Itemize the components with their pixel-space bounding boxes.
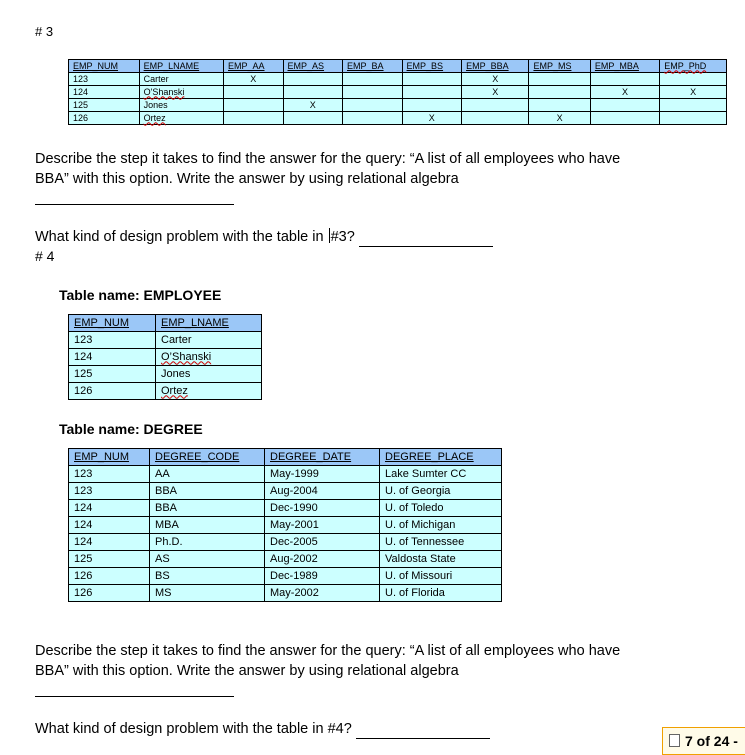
table-cell: X: [283, 99, 343, 112]
degree-header: EMP_NUM: [69, 449, 150, 466]
table-cell: Valdosta State: [380, 551, 502, 568]
table-cell: 123: [69, 73, 140, 86]
table-cell: [660, 99, 727, 112]
table-cell: [402, 73, 462, 86]
table-3-header: EMP_BBA: [462, 60, 529, 73]
section-3-answer-line-2[interactable]: [359, 246, 493, 247]
table-cell: BBA: [150, 483, 265, 500]
employee-header: EMP_NUM: [69, 315, 156, 332]
table-cell: Lake Sumter CC: [380, 466, 502, 483]
table-cell: 125: [69, 551, 150, 568]
table-cell: BBA: [150, 500, 265, 517]
table-cell: 123: [69, 466, 150, 483]
table-cell: [156, 349, 262, 366]
employee-table-title: Table name: EMPLOYEE: [59, 287, 222, 303]
degree-table-title: Table name: DEGREE: [59, 421, 203, 437]
table-cell: Ortez: [139, 112, 223, 125]
table-cell: May-2001: [265, 517, 380, 534]
table-cell: [462, 99, 529, 112]
section-3-question-2-text-b: #3?: [330, 229, 359, 245]
table-cell: [343, 86, 403, 99]
degree-header: DEGREE_CODE: [150, 449, 265, 466]
employee-header: EMP_LNAME: [156, 315, 262, 332]
table-cell: X: [224, 73, 284, 86]
table-cell: [224, 99, 284, 112]
table-cell: Aug-2002: [265, 551, 380, 568]
table-3-header: EMP_MBA: [590, 60, 659, 73]
table-cell: [590, 112, 659, 125]
section-3-question-2-text-a: What kind of design problem with the table in: [35, 229, 328, 245]
table-cell: 123: [69, 483, 150, 500]
table-3-header: EMP_BA: [343, 60, 403, 73]
table-row: [69, 551, 502, 568]
table-cell: 126: [69, 112, 140, 125]
table-3-header: EMP_LNAME: [139, 60, 223, 73]
table-cell: X: [590, 86, 659, 99]
table-cell: 126: [69, 383, 156, 400]
section-3-question-2: [35, 227, 493, 247]
table-cell: O'Shanski: [139, 86, 223, 99]
table-3-header: EMP_PhD: [660, 60, 727, 73]
page-indicator-text: 7 of 24 -: [685, 733, 738, 749]
table-row: [69, 86, 727, 99]
table-cell: 124: [69, 500, 150, 517]
section-3-number: # 3: [35, 24, 54, 39]
section-3-question-1-line-1: Describe the step it takes to find the answer for the query: “A list of all employees who have: [35, 151, 621, 167]
table-row: [69, 517, 502, 534]
text-cursor: [329, 228, 330, 243]
table-cell: Dec-1990: [265, 500, 380, 517]
table-cell: 125: [69, 366, 156, 383]
table-3-header: EMP_AS: [283, 60, 343, 73]
section-4-answer-line-2[interactable]: [356, 738, 490, 739]
table-row: [69, 585, 502, 602]
table-cell: U. of Michigan: [380, 517, 502, 534]
table-cell: [529, 86, 590, 99]
table-cell: [660, 112, 727, 125]
table-cell: AA: [150, 466, 265, 483]
table-cell: [529, 73, 590, 86]
table-3-header: EMP_NUM: [69, 60, 140, 73]
table-row: [69, 349, 262, 366]
table-cell: Carter: [139, 73, 223, 86]
table-cell: [529, 99, 590, 112]
section-4-question-2-text: What kind of design problem with the table in #4?: [35, 721, 356, 737]
table-cell: Jones: [156, 366, 262, 383]
table-cell: 124: [69, 517, 150, 534]
table-row: [69, 568, 502, 585]
table-cell: Carter: [156, 332, 262, 349]
section-4-number: # 4: [35, 248, 55, 264]
section-4-question-2: [35, 719, 490, 739]
table-row: [69, 99, 727, 112]
table-cell: [283, 73, 343, 86]
table-row: [69, 73, 727, 86]
table-row: [69, 466, 502, 483]
table-cell: MS: [150, 585, 265, 602]
table-cell: Aug-2004: [265, 483, 380, 500]
table-cell: [224, 112, 284, 125]
table-cell: Dec-2005: [265, 534, 380, 551]
table-cell: 124: [69, 534, 150, 551]
table-cell: 124: [69, 86, 140, 99]
section-3-answer-line-1[interactable]: [35, 204, 234, 205]
table-cell: X: [402, 112, 462, 125]
table-cell: 124: [69, 349, 156, 366]
page-indicator[interactable]: [662, 727, 745, 755]
table-cell: [343, 99, 403, 112]
section-3-question-1-line-2: BBA” with this option. Write the answer by using relational algebra: [35, 171, 459, 187]
table-cell: Jones: [139, 99, 223, 112]
degree-header-row: [69, 449, 502, 466]
table-row: [69, 483, 502, 500]
degree-header: DEGREE_PLACE: [380, 449, 502, 466]
table-cell: X: [529, 112, 590, 125]
employee-table: [68, 314, 262, 400]
table-cell: [343, 73, 403, 86]
table-3-header: EMP_MS: [529, 60, 590, 73]
table-3: [68, 59, 727, 125]
employee-header-row: [69, 315, 262, 332]
table-cell: X: [660, 86, 727, 99]
table-row: [69, 383, 262, 400]
table-cell: [462, 112, 529, 125]
table-cell: [283, 112, 343, 125]
table-row: [69, 500, 502, 517]
table-cell: May-2002: [265, 585, 380, 602]
table-cell: X: [462, 73, 529, 86]
table-cell: U. of Missouri: [380, 568, 502, 585]
table-cell: BS: [150, 568, 265, 585]
table-cell: [283, 86, 343, 99]
table-cell: [402, 86, 462, 99]
table-cell: [660, 73, 727, 86]
table-cell: [156, 383, 262, 400]
table-cell: [590, 73, 659, 86]
table-cell: [224, 86, 284, 99]
table-row: [69, 366, 262, 383]
degree-header: DEGREE_DATE: [265, 449, 380, 466]
table-cell: U. of Toledo: [380, 500, 502, 517]
table-row: [69, 112, 727, 125]
table-cell: [590, 99, 659, 112]
table-3-header: EMP_BS: [402, 60, 462, 73]
section-4-question-1-line-1: Describe the step it takes to find the answer for the query: “A list of all employees who have: [35, 643, 621, 659]
table-cell: May-1999: [265, 466, 380, 483]
table-cell: 123: [69, 332, 156, 349]
table-cell: U. of Georgia: [380, 483, 502, 500]
degree-table: [68, 448, 502, 602]
table-row: [69, 332, 262, 349]
table-cell: MBA: [150, 517, 265, 534]
table-cell: U. of Florida: [380, 585, 502, 602]
table-cell-text: Ortez: [161, 384, 188, 397]
table-3-header: EMP_AA: [224, 60, 284, 73]
page-icon: [669, 734, 680, 747]
table-cell: 126: [69, 568, 150, 585]
section-4-question-1-line-2: BBA” with this option. Write the answer by using relational algebra: [35, 663, 459, 679]
table-cell: [343, 112, 403, 125]
table-cell: 126: [69, 585, 150, 602]
section-4-answer-line-1[interactable]: [35, 696, 234, 697]
table-cell: Ph.D.: [150, 534, 265, 551]
table-cell: 125: [69, 99, 140, 112]
table-cell-text: O’Shanski: [161, 350, 212, 363]
table-cell: [402, 99, 462, 112]
table-row: [69, 534, 502, 551]
table-cell: AS: [150, 551, 265, 568]
table-cell: U. of Tennessee: [380, 534, 502, 551]
table-cell: Dec-1989: [265, 568, 380, 585]
table-3-header-row: [69, 60, 727, 73]
table-cell: X: [462, 86, 529, 99]
